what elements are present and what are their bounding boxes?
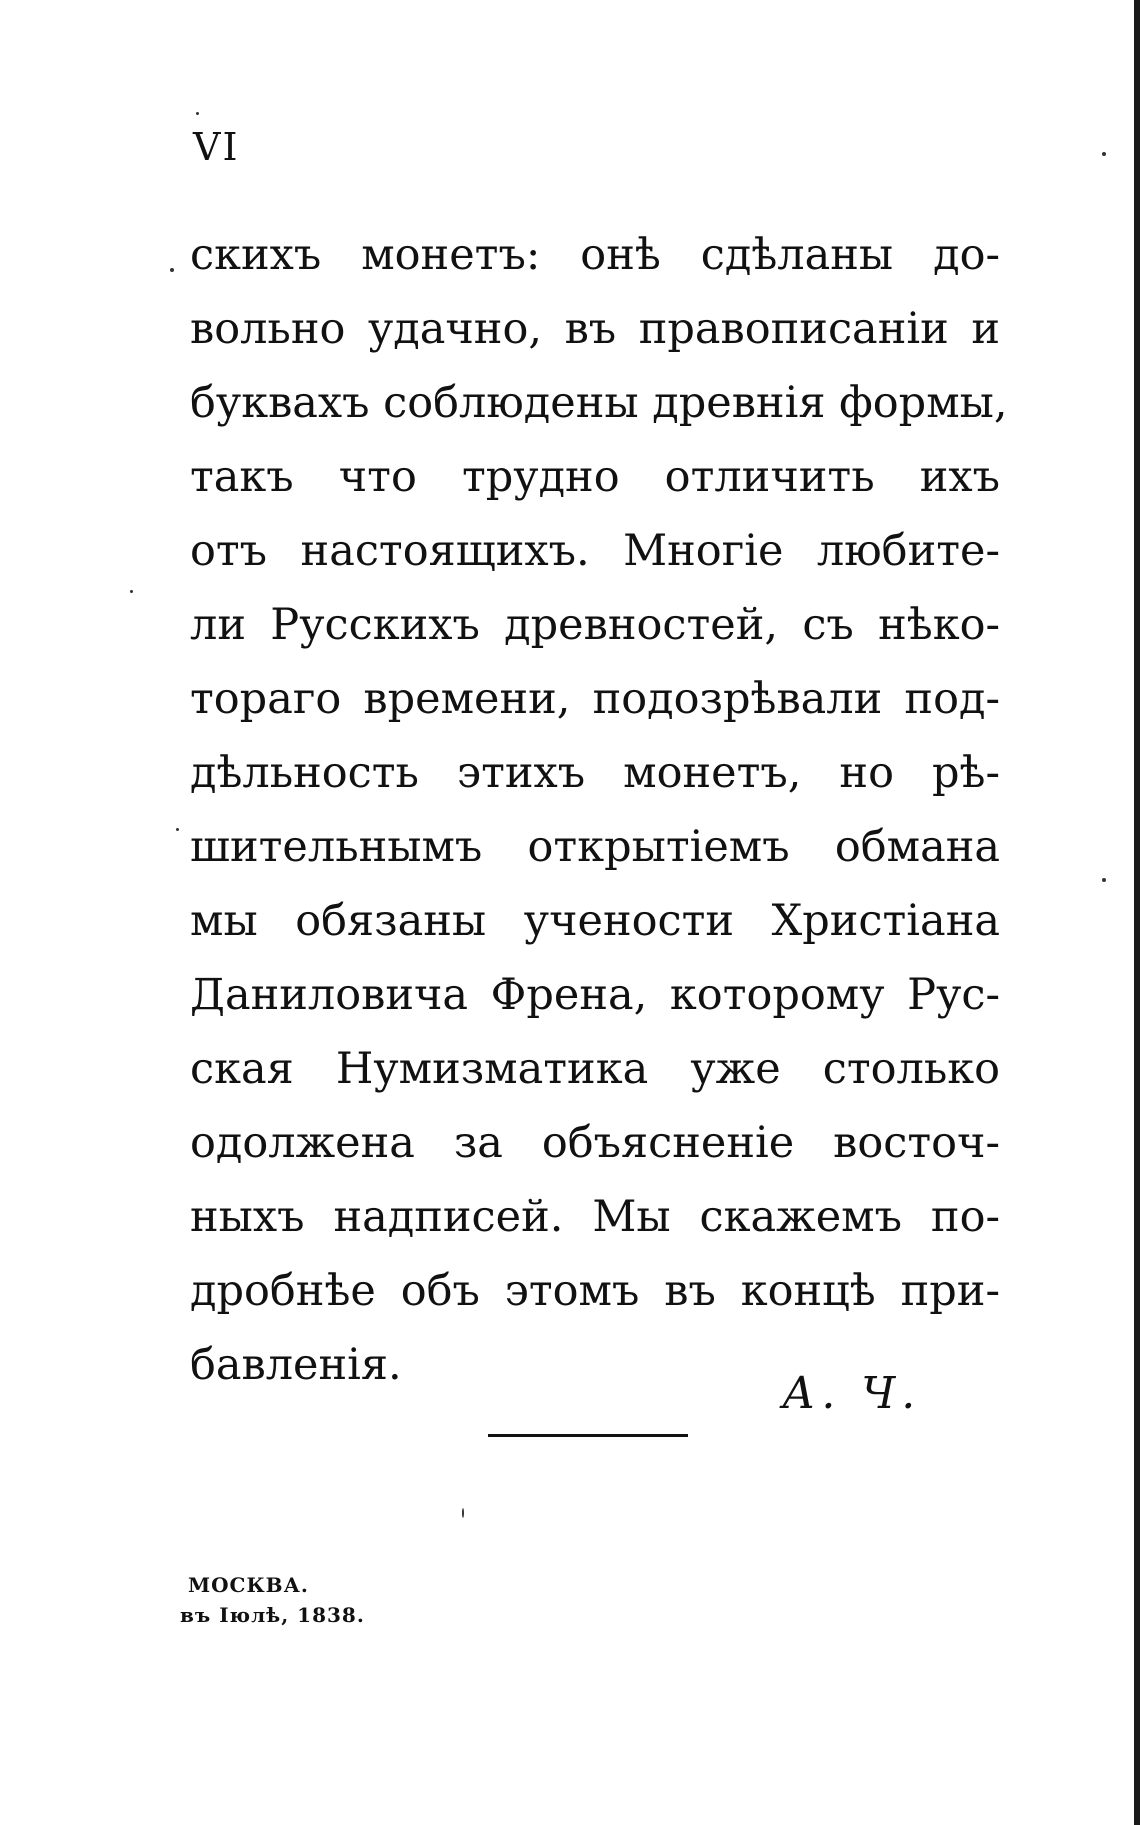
scan-speck <box>462 1508 464 1518</box>
text-line: отъ настоящихъ. Многiе любите- <box>190 526 1000 576</box>
imprint-date: въ Iюлѣ, 1838. <box>180 1603 365 1627</box>
text-line: ныхъ надписей. Мы скажемъ по- <box>190 1192 1000 1242</box>
scan-speck <box>196 112 199 115</box>
scan-speck <box>176 828 179 831</box>
separator-rule <box>488 1434 688 1437</box>
text-line: мы обязаны учености Христiана <box>190 896 1000 946</box>
imprint <box>180 1570 365 1630</box>
imprint-city: МОСКВА. <box>188 1573 309 1597</box>
text-line: дробнѣе объ этомъ въ концѣ при- <box>190 1266 1000 1316</box>
scan-speck <box>1102 152 1106 156</box>
text-line: ская Нумизматика уже столько <box>190 1044 1000 1094</box>
scan-speck <box>170 268 174 272</box>
body-text <box>190 218 1008 1402</box>
text-line: шительнымъ открытiемъ обмана <box>190 822 1000 872</box>
text-line: такъ что трудно отличить ихъ <box>190 452 1000 502</box>
page-edge-border <box>1134 0 1140 1825</box>
text-line: одолжена за объясненiе восточ- <box>190 1118 1000 1168</box>
text-line: буквахъ соблюдены древнiя формы, <box>190 378 1008 428</box>
text-line: Даниловича Френа, которому Рус- <box>190 970 1000 1020</box>
scan-speck <box>130 590 133 593</box>
text-line: дѣльность этихъ монетъ, но рѣ- <box>190 748 1000 798</box>
text-line: скихъ монетъ: онѣ сдѣланы до- <box>190 230 1000 280</box>
page-number: VI <box>193 125 240 169</box>
author-signature: А. Ч. <box>782 1368 922 1419</box>
text-line: ли Русскихъ древностей, съ нѣко- <box>190 600 1000 650</box>
text-line-last: бавленiя. <box>190 1340 402 1390</box>
text-line: вольно удачно, въ правописанiи и <box>190 304 1000 354</box>
text-line: тораго времени, подозрѣвали под- <box>190 674 1000 724</box>
scan-speck <box>1102 878 1106 882</box>
